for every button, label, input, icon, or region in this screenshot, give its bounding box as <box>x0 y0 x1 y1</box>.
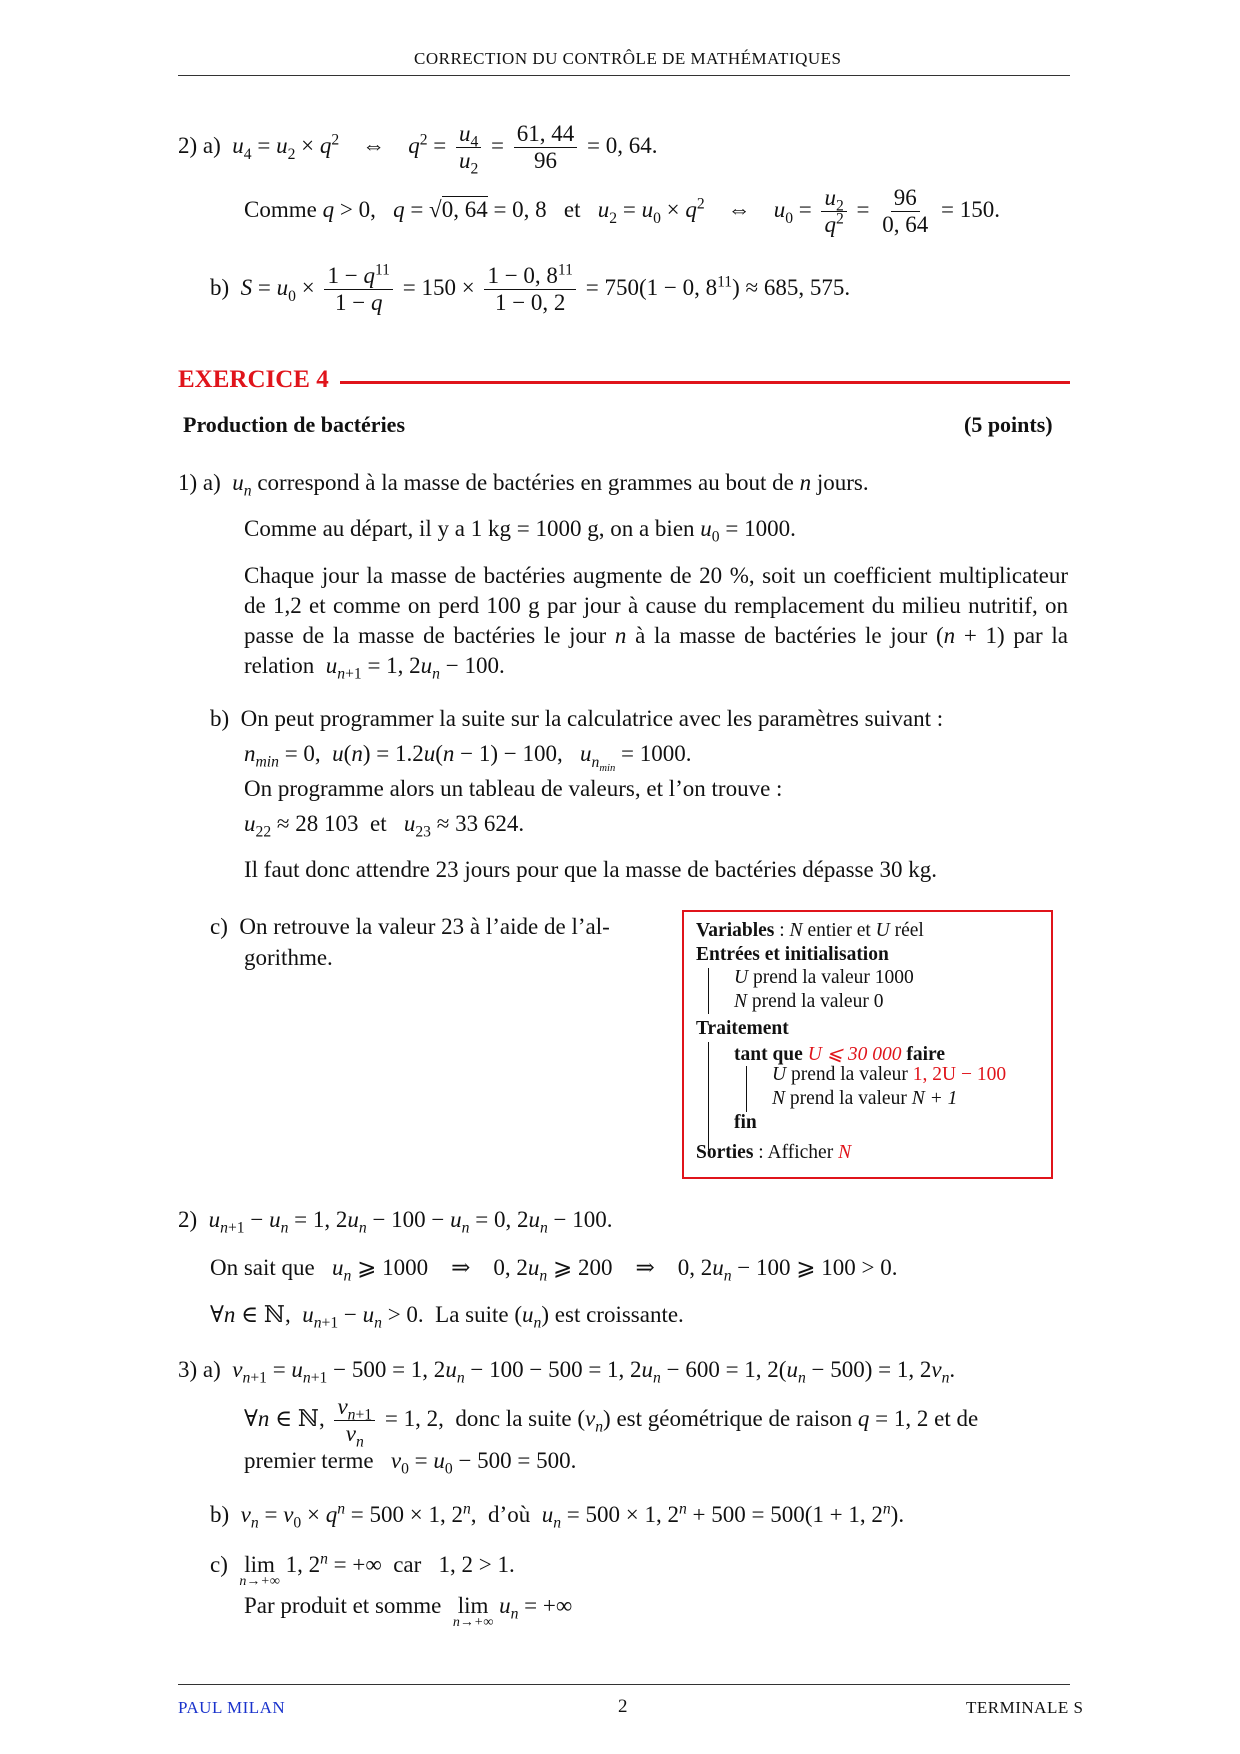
q2a-line1: 2) a) $u_4 = u_2 \times q^2$ ⇔ $q^2$ = $\frac{u_4}{u_2}$ = $\frac{61, 44}{96}$ = 0, 64. <box>178 121 658 179</box>
algo-init-label: Entrées et initialisation <box>696 944 889 965</box>
footer-author: PAUL MILAN <box>178 1698 286 1717</box>
algo-loop-2: N prend la valeur N + 1 <box>772 1088 958 1109</box>
footer-rule <box>178 1684 1070 1685</box>
algorithm-box <box>682 910 1053 1179</box>
q3c-line2: Par produit et somme lim n→+∞ $u_n$ = +∞ <box>244 1593 573 1630</box>
footer-class: TERMINALE S <box>966 1698 1084 1717</box>
algo-loop-bar <box>746 1066 747 1112</box>
exercise-title: EXERCICE 4 <box>178 366 329 393</box>
q3a-line2: ∀n ∈ ℕ, $\frac{v_{n+1}}{v_n}$ = 1, 2, donc la suite $(v_n)$ est géométrique de raison q = 1, 2 et de <box>244 1394 979 1452</box>
algo-treatment-label: Traitement <box>696 1018 789 1039</box>
q2-line3: ∀n ∈ ℕ, $u_{n+1} - u_n > 0$. La suite $(u_n)$ est croissante. <box>210 1302 684 1332</box>
q1b-line2: $n_{min} = 0$, u(n) = 1.2u(n − 1) − 100, $u_{n_{min}} = 1000$. <box>244 741 692 774</box>
q1a-line2: Comme au départ, il y a 1 kg = 1000 g, on a bien $u_0 = 1000$. <box>244 516 796 546</box>
algo-treatment-bar <box>708 1042 709 1150</box>
q3a-line1: 3) a) $v_{n+1} = u_{n+1} - 500 = 1$, $2u_n - 100 - 500 = 1$, $2u_n - 600 = 1$, $2(u_n - 500) = 1$, $2v_n$. <box>178 1357 956 1387</box>
algo-init-1: U prend la valeur 1000 <box>734 967 914 988</box>
q2a-line2: Comme q > 0, q = √0, 64 = 0, 8 et $u_2 = u_0 \times q^2$ ⇔ $u_0$ = $\frac{u_2}{q^2}$ = $\frac{96}{0, 64}$ = 150. <box>244 185 1001 238</box>
algo-end: fin <box>734 1112 757 1133</box>
q2b-line: b) $S = u_0$ × $\frac{1 - q^{11}}{1 - q}$ = 150 × $\frac{1 - 0, 8^{11}}{1 - 0, 2}$ = 750(1 − 0, $8^{11}) \approx 685$, 575. <box>210 261 851 316</box>
q1a-paragraph: Chaque jour la masse de bactéries augmente de 20 %, soit un coefficient multiplicateur de 1,2 et comme on perd 100 g par jour à cause du remplacement du milieu nutritif, on passe de la masse de bactéries le jour n à la masse de bactéries le jour (n + 1) par la relation $u_{n+1} = 1$, $2u_n - 100$. <box>244 563 1068 683</box>
q1b-line1: b) On peut programmer la suite sur la calculatrice avec les paramètres suivant : <box>210 706 944 731</box>
algo-while: tant que U ⩽ 30 000 faire <box>734 1044 945 1065</box>
q3a-line3: premier terme $v_0 = u_0 - 500 = 500$. <box>244 1448 577 1478</box>
q1a-line1: 1) a) $u_n$ correspond à la masse de bactéries en grammes au bout de n jours. <box>178 470 869 500</box>
exercise-title-rule <box>340 381 1070 384</box>
algo-variables: Variables : N entier et U réel <box>696 920 924 941</box>
q1b-line3: On programme alors un tableau de valeurs, et l’on trouve : <box>244 776 783 801</box>
page-header-title: CORRECTION DU CONTRÔLE DE MATHÉMATIQUES <box>414 49 842 68</box>
exercise-subtitle: Production de bactéries <box>183 412 406 437</box>
q2-line1: 2) $u_{n+1} - u_n = 1$, $2u_n - 100 - u_n = 0$, $2u_n - 100$. <box>178 1207 613 1237</box>
q3b-line: b) $v_n = v_0 \times q^n = 500 \times 1$, 2$^n$, d’où $u_n = 500 \times 1$, $2^n + 500 = 500(1 + 1$, 2$^n$). <box>210 1500 905 1532</box>
q3c-line1: c) lim n→+∞ 1, $2^n$ = +∞ car 1, 2 > 1. <box>210 1550 515 1589</box>
algo-init-2: N prend la valeur 0 <box>734 991 884 1012</box>
q1b-line5: Il faut donc attendre 23 jours pour que la masse de bactéries dépasse 30 kg. <box>244 857 937 882</box>
header-rule <box>178 75 1070 76</box>
q1c-line2: gorithme. <box>244 945 333 970</box>
q1b-line4: $u_{22} \approx 28$ 103 et $u_{23} \approx 33$ 624. <box>244 811 525 841</box>
algo-output: Sorties : Afficher N <box>696 1142 852 1163</box>
algo-loop-1: U prend la valeur 1, 2U − 100 <box>772 1064 1007 1085</box>
exercise-points: (5 points) <box>964 412 1053 437</box>
q1c-line1: c) On retrouve la valeur 23 à l’aide de l’al- <box>210 914 610 939</box>
q2-line2: On sait que $u_n$ ⩾ 1000 ⇒ 0, $2u_n$ ⩾ 200 ⇒ 0, $2u_n - 100$ ⩾ 100 > 0. <box>210 1255 898 1285</box>
algo-init-bar <box>708 968 709 1014</box>
footer-page-number: 2 <box>618 1696 628 1717</box>
